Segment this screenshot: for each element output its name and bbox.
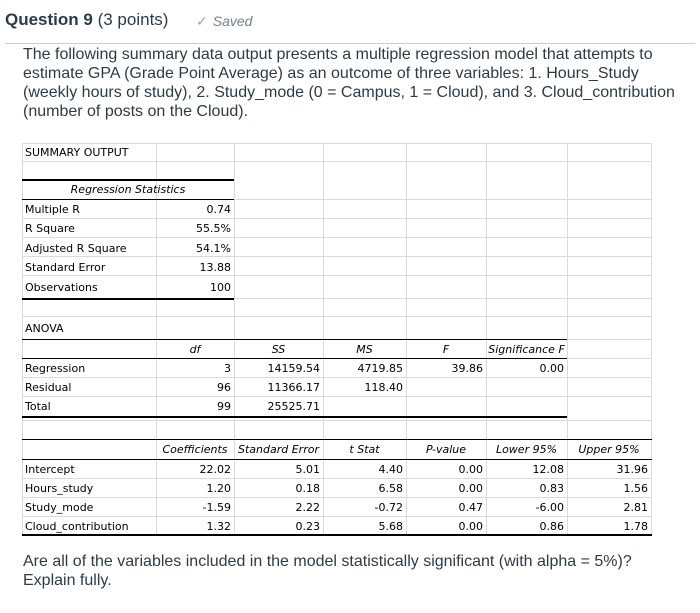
summary-title: SUMMARY OUTPUT xyxy=(25,146,129,159)
anova-header-ms: MS xyxy=(356,343,373,356)
coef-header-upper-95: Upper 95% xyxy=(578,443,640,456)
anova-ms: 4719.85 xyxy=(357,362,403,375)
coef-t-stat: 5.68 xyxy=(378,520,403,533)
anova-row-label: Total xyxy=(25,400,51,413)
coef-value: 22.02 xyxy=(199,463,231,476)
anova-header-f: F xyxy=(442,343,450,356)
coef-row-label: Intercept xyxy=(25,463,75,476)
stat-value: 55.5% xyxy=(196,222,231,235)
coef-standard-error: 0.23 xyxy=(295,520,320,533)
question-header xyxy=(0,8,700,38)
anova-ms: 118.40 xyxy=(364,381,403,394)
coef-lower-95: -6.00 xyxy=(535,501,564,514)
summary-output-sheet xyxy=(22,143,652,536)
coef-header-lower-95: Lower 95% xyxy=(495,443,558,456)
coef-t-stat: 4.40 xyxy=(378,463,403,476)
anova-ss: 11366.17 xyxy=(267,381,320,394)
coef-p-value: 0.00 xyxy=(458,482,483,495)
stat-value: 13.88 xyxy=(199,261,231,274)
question-ask: Are all of the variables included in the model statistically significant (with alpha = 5%)? Explain fully. xyxy=(23,553,632,589)
header-divider xyxy=(5,43,695,44)
stat-label: Adjusted R Square xyxy=(25,242,127,255)
coef-upper-95: 1.78 xyxy=(623,520,648,533)
coef-row-label: Study_mode xyxy=(25,501,94,514)
stat-value: 100 xyxy=(210,281,231,294)
coef-lower-95: 0.83 xyxy=(539,482,564,495)
coef-header-t-stat: t Stat xyxy=(349,443,380,456)
stat-label: R Square xyxy=(25,222,75,235)
anova-df: 3 xyxy=(224,362,231,375)
coef-header-standard-error: Standard Error xyxy=(238,443,319,456)
question-points: (3 points) xyxy=(97,10,169,29)
coef-p-value: 0.47 xyxy=(458,501,483,514)
anova-row-label: Regression xyxy=(25,362,86,375)
coef-t-stat: 6.58 xyxy=(378,482,403,495)
anova-df: 96 xyxy=(217,381,231,394)
stat-label: Observations xyxy=(25,281,98,294)
question-number: Question 9 xyxy=(5,10,93,29)
anova-ss: 14159.54 xyxy=(267,362,320,375)
coef-p-value: 0.00 xyxy=(458,463,483,476)
saved-label: Saved xyxy=(212,13,253,29)
anova-header-df: df xyxy=(189,343,201,356)
regression-statistics-header: Regression Statistics xyxy=(70,183,186,196)
stat-label: Multiple R xyxy=(25,203,80,216)
anova-title: ANOVA xyxy=(25,322,64,335)
coef-header-coefficients: Coefficients xyxy=(162,443,228,456)
coef-t-stat: -0.72 xyxy=(374,501,403,514)
coef-row-label: Cloud_contribution xyxy=(25,520,129,533)
coef-standard-error: 0.18 xyxy=(295,482,320,495)
coef-header-p-value: P-value xyxy=(425,443,467,456)
anova-significance-f: 0.00 xyxy=(539,362,564,375)
anova-row-label: Residual xyxy=(25,381,72,394)
check-icon: ✓ xyxy=(196,13,208,29)
question-title xyxy=(5,10,168,30)
coef-p-value: 0.00 xyxy=(458,520,483,533)
saved-status xyxy=(196,13,252,30)
coef-upper-95: 2.81 xyxy=(623,501,648,514)
coef-value: 1.20 xyxy=(206,482,231,495)
coef-value: 1.32 xyxy=(206,520,231,533)
coef-standard-error: 5.01 xyxy=(295,463,320,476)
coef-upper-95: 1.56 xyxy=(623,482,648,495)
stat-value: 0.74 xyxy=(206,203,231,216)
coef-value: -1.59 xyxy=(202,501,231,514)
anova-header-significance-f: Significance F xyxy=(488,343,565,356)
stat-value: 54.1% xyxy=(196,242,231,255)
anova-df: 99 xyxy=(217,400,231,413)
coef-row-label: Hours_study xyxy=(25,482,94,495)
anova-ss: 25525.71 xyxy=(267,400,320,413)
stat-label: Standard Error xyxy=(25,261,106,274)
coef-standard-error: 2.22 xyxy=(295,501,320,514)
coef-lower-95: 12.08 xyxy=(532,463,564,476)
anova-f: 39.86 xyxy=(451,362,483,375)
question-prompt: The following summary data output presents a multiple regression model that attempts to estimate GPA (Grade Point Average) as an outcome of three variables: 1. Hours_Study (weekly hours of study), 2. Study_mode (0 = Campus, 1 = Cloud), and 3. Cloud_contribution (number of posts on the Cloud). xyxy=(23,46,675,120)
anova-header-ss: SS xyxy=(271,343,286,356)
coef-upper-95: 31.96 xyxy=(616,463,648,476)
coef-lower-95: 0.86 xyxy=(539,520,564,533)
